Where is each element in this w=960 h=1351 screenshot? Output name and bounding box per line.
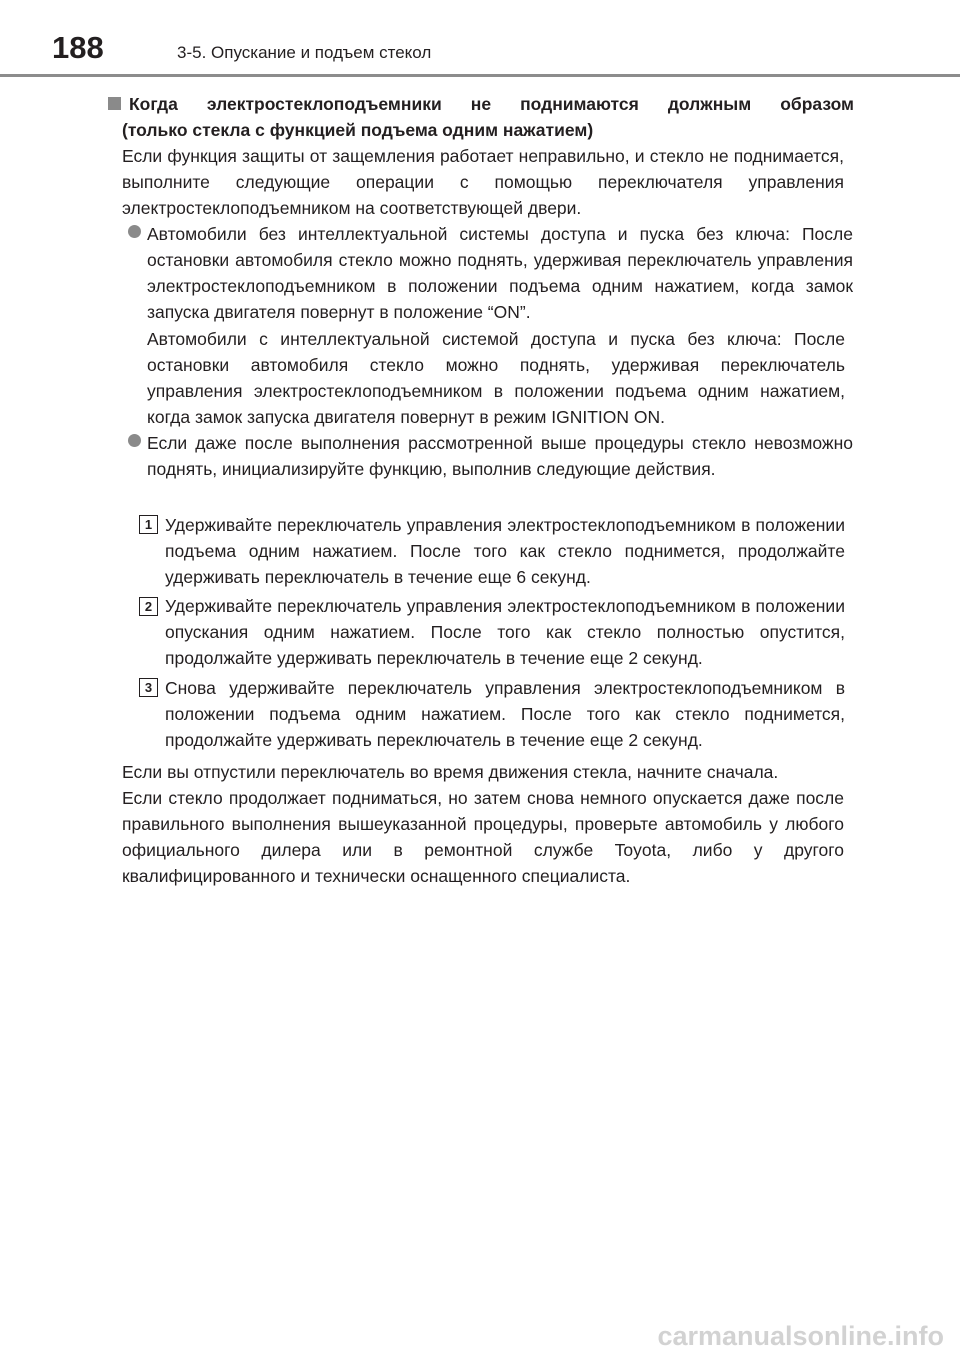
intro-paragraph: Если функция защиты от защемления работает неправильно, и стекло не поднимается, выполните следующие операции с помощью переключателя управления электростеклоподъемником на соответствующей двери. [122,146,844,218]
footer-watermark-area [0,1322,960,1350]
section-heading [108,91,854,143]
header-rule [0,74,960,77]
step-1-text: Удерживайте переключатель управления электростеклоподъемником в положении подъема одним нажатием. После того как стекло поднимется, продолжайте удерживать переключатель в течение еще 6 секунд. [165,515,845,587]
section-title: 3-5. Опускание и подъем стекол [177,43,432,62]
bullet-1-paragraph-2: Автомобили с интеллектуальной системой доступа и пуска без ключа: После остановки автомобиля стекло можно поднять, удерживая переключатель управления электростеклоподъемником в положении подъема одним нажатием, когда замок запуска двигателя повернут в режим IGNITION ON. [147,329,845,427]
page-header [0,0,960,78]
heading-line-1: Когда электростеклоподъемники не поднимаются должным образом [129,94,854,114]
outro-paragraph-2: Если стекло продолжает подниматься, но затем снова немного опускается даже после правильного выполнения вышеуказанной процедуры, проверьте автомобиль у любого официального дилера или в ремонтной службе Toyota, либо у другого квалифицированного и технически оснащенного специалиста. [122,788,844,886]
outro-paragraph-1: Если вы отпустили переключатель во время движения стекла, начните сначала. [122,762,779,782]
step-number-badge: 3 [139,678,158,697]
watermark-text: carmanualsonline.info [657,1321,944,1351]
step-3-text: Снова удерживайте переключатель управления электростеклоподъемником в положении подъема одним нажатием. После того как стекло поднимется, продолжайте удерживать переключатель в течение еще 2 секунд. [165,678,845,750]
square-bullet-icon [108,97,121,110]
bullet-2-paragraph: Если даже после выполнения рассмотренной выше процедуры стекло невозможно поднять, инициализируйте функцию, выполнив следующие действия. [147,433,853,479]
step-number-badge: 2 [139,597,158,616]
step-2-text: Удерживайте переключатель управления электростеклоподъемником в положении опускания одним нажатием. После того как стекло полностью опустится, продолжайте удерживать переключатель в течение еще 2 секунд. [165,596,845,668]
step-number-badge: 1 [139,515,158,534]
circle-bullet-icon [128,434,141,447]
page-number: 188 [52,30,104,65]
bullet-1-paragraph-1: Автомобили без интеллектуальной системы доступа и пуска без ключа: После остановки автомобиля стекло можно поднять, удерживая переключатель управления электростеклоподъемником в положении подъема одним нажатием, когда замок запуска двигателя повернут в положение “ON”. [147,224,853,322]
circle-bullet-icon [128,225,141,238]
heading-line-2: (только стекла с функцией подъема одним нажатием) [122,120,594,140]
